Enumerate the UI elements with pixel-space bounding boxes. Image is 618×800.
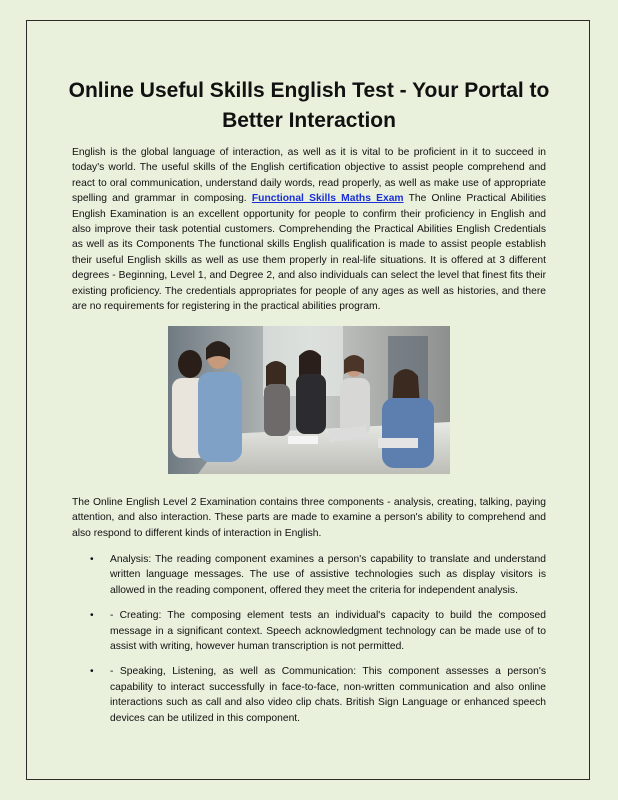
list-item: [86, 552, 546, 598]
intro-paragraph: [72, 145, 546, 314]
list-item-text: Analysis: The reading component examines a person's capability to translate and understand written language messages. The use of assistive technologies such as display visitors is allowed in the reading component, offered they meet the criteria for independent analysis.: [110, 554, 546, 596]
functional-skills-maths-exam-link[interactable]: Functional Skills Maths Exam: [251, 193, 404, 205]
list-item: [86, 664, 546, 726]
intro-text-after-link: The Online Practical Abilities English Examination is an excellent opportunity for people to confirm their proficiency in English and also improve their task potential customers. Comprehending the Practical Abilities English Credentials as well as its Components The functional skills English qualification is made to assist people establish their useful English skills as well as use them properly in real-life situations. It is offered at 3 different degrees - Beginning, Level 1, and Degree 2, and also individuals can select the level that finest fits their existing proficiency. The credentials appropriates for people of any ages as well as histories, and there are no requirements for registering in the practical abilities program.: [72, 193, 547, 313]
components-list: [86, 552, 546, 736]
page-title: Online Useful Skills English Test - Your Portal to Better Interaction: [68, 79, 550, 132]
bullet-marker: •: [90, 610, 94, 622]
components-paragraph: The Online English Level 2 Examination contains three components - analysis, creating, talking, paying attention, and also interaction. These parts are made to examine a person's ability to comprehend and also respond to different kinds of interaction in English.: [72, 497, 546, 539]
list-item: [86, 608, 546, 654]
intro-text-before-link: English is the global language of interaction, as well as it is vital to be proficient in it to succeed in today's world. The useful skills of the English certification objective to assist people comprehend and react to oral communication, understand daily words, read properly, as well as make use of appropriate spelling and grammar in composing.: [72, 147, 546, 205]
meeting-photo: [168, 326, 450, 474]
list-item-text: - Speaking, Listening, as well as Communication: This component assesses a person's capability to interact successfully in face-to-face, non-written communication and also online interactions such as call and also video clip chats. British Sign Language or enhanced speech devices can be utilized in this component.: [110, 666, 546, 724]
bullet-marker: •: [90, 554, 94, 565]
bullet-marker: •: [90, 666, 94, 678]
list-item-text: - Creating: The composing element tests an individual's capacity to build the composed message in a significant context. Speech acknowledgment technology can be made use of to assist with writing, however human transcription is not permitted.: [110, 610, 546, 653]
